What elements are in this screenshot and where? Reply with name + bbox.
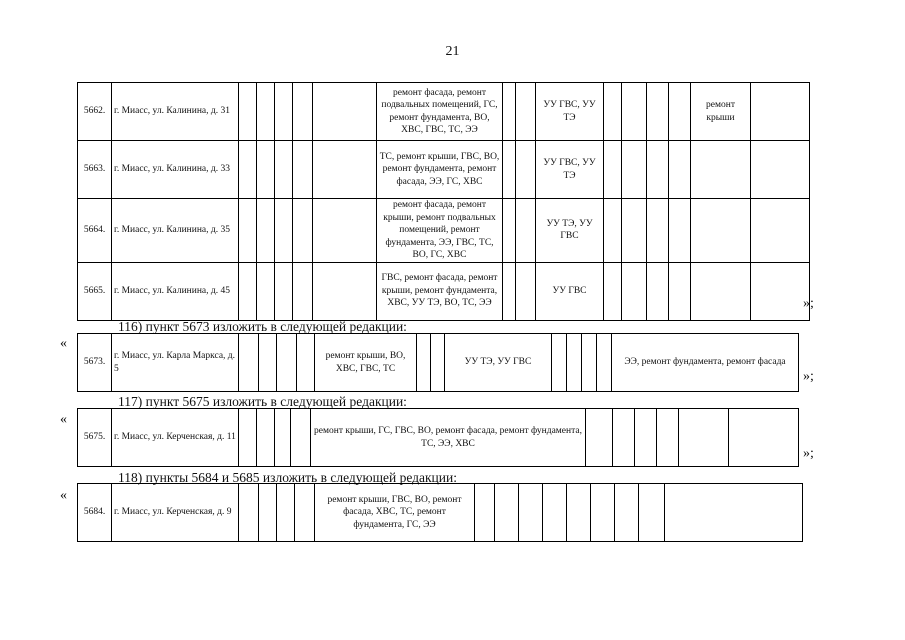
row-number: 5664. <box>78 199 112 263</box>
row-meters: УУ ГВС <box>536 262 604 320</box>
opening-mark: « <box>60 336 67 351</box>
row-meters: УУ ТЭ, УУ ГВС <box>536 199 604 263</box>
row-number: 5684. <box>78 484 112 542</box>
row-number: 5665. <box>78 262 112 320</box>
row-works: ремонт крыши, ВО, ХВС, ГВС, ТС <box>315 334 417 392</box>
table-5675 <box>77 408 799 467</box>
row-address: г. Миасс, ул. Калинина, д. 35 <box>112 199 239 263</box>
table-main <box>77 82 810 321</box>
opening-mark: « <box>60 488 67 503</box>
row-works: ГВС, ремонт фасада, ремонт крыши, ремонт фундамента, ХВС, УУ ТЭ, ВО, ТС, ЭЭ <box>377 262 503 320</box>
row-number: 5662. <box>78 83 112 141</box>
closing-mark: »; <box>803 446 814 461</box>
page-number: 21 <box>445 44 460 59</box>
row-extra <box>691 262 751 320</box>
table-row <box>78 199 810 263</box>
table-row <box>78 484 803 542</box>
row-works: ремонт крыши, ГС, ГВС, ВО, ремонт фасада, ремонт фундамента, ТС, ЭЭ, ХВС <box>311 409 586 467</box>
closing-mark: »; <box>803 369 814 384</box>
section-heading-117: 117) пункт 5675 изложить в следующей редакции: <box>118 394 407 409</box>
table-5684 <box>77 483 803 542</box>
row-address: г. Миасс, ул. Керченская, д. 9 <box>112 484 239 542</box>
opening-mark: « <box>60 412 67 427</box>
row-extra <box>691 199 751 263</box>
table-5673 <box>77 333 799 392</box>
closing-mark: »; <box>803 296 814 311</box>
row-number: 5673. <box>78 334 112 392</box>
row-address: г. Миасс, ул. Калинина, д. 45 <box>112 262 239 320</box>
row-works: ТС, ремонт крыши, ГВС, ВО, ремонт фундамента, ремонт фасада, ЭЭ, ГС, ХВС <box>377 141 503 199</box>
section-heading-118: 118) пункты 5684 и 5685 изложить в следующей редакции: <box>118 470 457 485</box>
row-extra: ремонт крыши <box>691 83 751 141</box>
row-meters: УУ ТЭ, УУ ГВС <box>445 334 552 392</box>
table-row <box>78 141 810 199</box>
table-row <box>78 409 799 467</box>
row-address: г. Миасс, ул. Калинина, д. 33 <box>112 141 239 199</box>
row-works: ремонт фасада, ремонт подвальных помещений, ГС, ремонт фундамента, ВО, ХВС, ГВС, ТС, ЭЭ <box>377 83 503 141</box>
row-meters: УУ ГВС, УУ ТЭ <box>536 83 604 141</box>
row-address: г. Миасс, ул. Карла Маркса, д. 5 <box>112 334 239 392</box>
row-works: ремонт крыши, ГВС, ВО, ремонт фасада, ХВС, ТС, ремонт фундамента, ГС, ЭЭ <box>315 484 475 542</box>
table-row <box>78 83 810 141</box>
row-address: г. Миасс, ул. Керченская, д. 11 <box>112 409 239 467</box>
row-address: г. Миасс, ул. Калинина, д. 31 <box>112 83 239 141</box>
row-number: 5675. <box>78 409 112 467</box>
table-row <box>78 334 799 392</box>
row-extra <box>691 141 751 199</box>
row-meters: УУ ГВС, УУ ТЭ <box>536 141 604 199</box>
section-heading-116: 116) пункт 5673 изложить в следующей редакции: <box>118 319 407 334</box>
table-row <box>78 262 810 320</box>
row-extra: ЭЭ, ремонт фундамента, ремонт фасада <box>612 334 799 392</box>
row-works: ремонт фасада, ремонт крыши, ремонт подвальных помещений, ремонт фундамента, ЭЭ, ГВС, ТС, ВО, ГС, ХВС <box>377 199 503 263</box>
row-number: 5663. <box>78 141 112 199</box>
